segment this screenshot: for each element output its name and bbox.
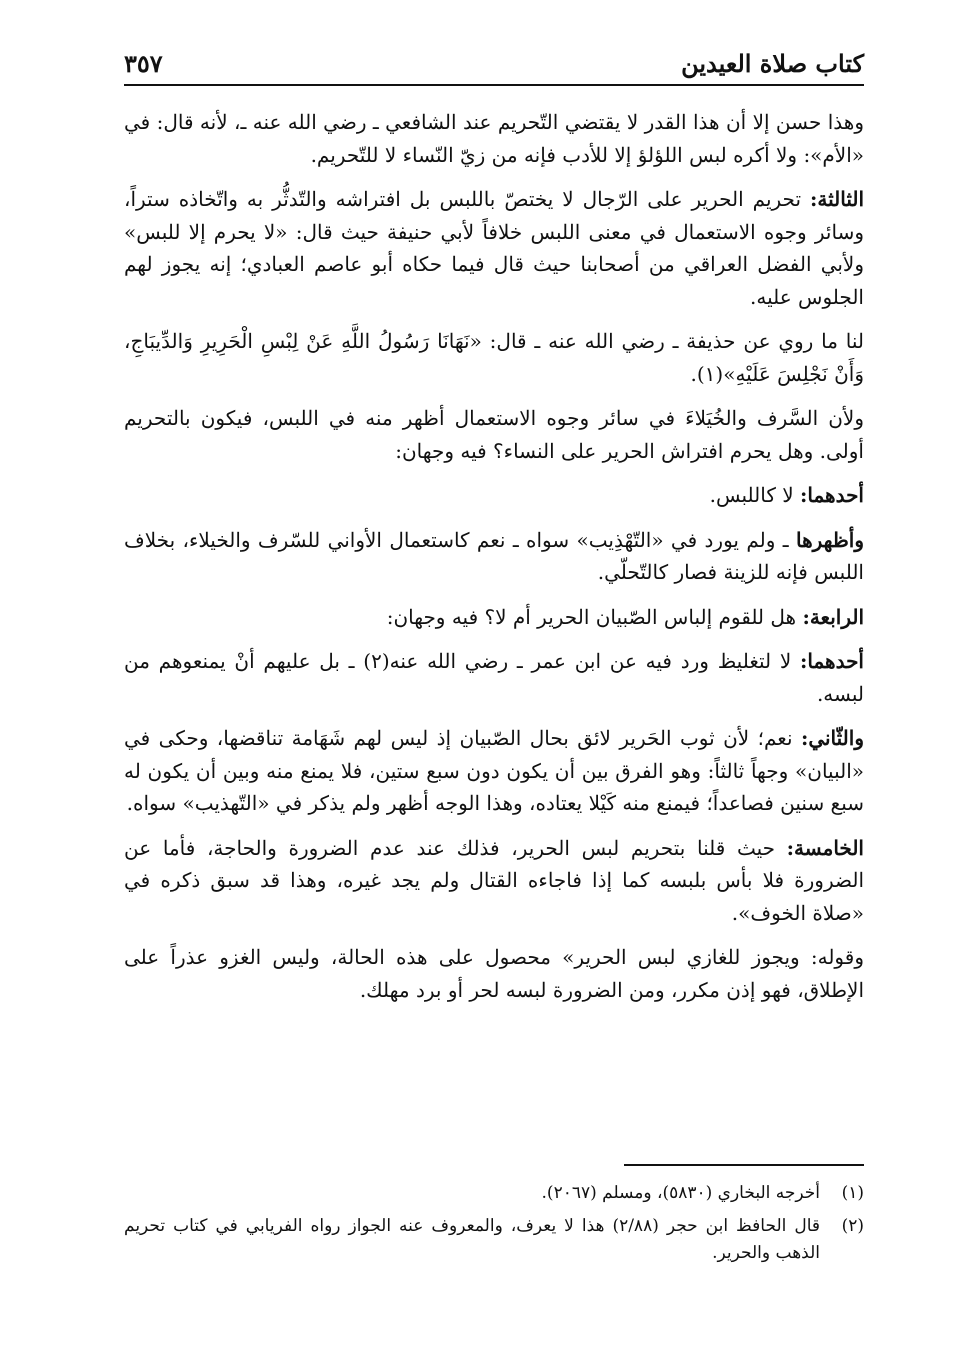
footnote-number: (٢) (841, 1216, 864, 1236)
paragraph-text: نعم؛ لأن ثوب الحَرير لائق بحال الصّبيان إذ ليس لهم شَهَامة تناقضها، وحكى في «البيان» وجهاً ثالثاً: وهو الفرق بين أن يكون دون سبع ستين، فلا يمنع منه وبين أن يكون له سبع سنين فصاعداً؛ فيمنع منه كَيْلا يعتاده، وهذا الوجه أظهر ولم يذكر في «التّهذيب» سواه. (124, 726, 864, 815)
paragraph-text: ولأن السَّرف والخُيَلاءَ في سائر وجوه الاستعمال أظهر منه في اللبس، فيكون بالتحريم أولى. وهل يحرم افتراش الحرير على النساء؟ فيه وجهان: (124, 406, 864, 463)
footnote (124, 1213, 864, 1267)
paragraph (124, 524, 864, 589)
paragraph (124, 645, 864, 710)
paragraph-text: وقوله: ويجوز للغازي لبس الحرير» محصول على هذه الحالة، وليس الغزو عذراً على الإطلاق، فهو إذن مكرر، ومن الضرورة لبسه لحر أو برد مهلك. (124, 945, 864, 1002)
paragraph-text: لا لتغليظ ورد فيه عن ابن عمر ـ رضي الله عنه(٢) ـ بل عليهم أنْ يمنعوهم من لبسه. (124, 649, 864, 706)
paragraph (124, 941, 864, 1006)
paragraph-label: الثالثة: (810, 187, 865, 211)
paragraph (124, 722, 864, 820)
footnote (124, 1180, 864, 1207)
paragraph (124, 479, 864, 512)
footnote-number: (١) (841, 1183, 864, 1203)
main-text (124, 106, 864, 1018)
chapter-title: كتاب صلاة العيدين (681, 49, 864, 78)
running-header (124, 44, 864, 86)
paragraph (124, 832, 864, 930)
footnote-text: قال الحافظ ابن حجر (٢/٨٨) هذا لا يعرف، والمعروف عنه الجواز رواه الفريابي في كتاب تحريم الذهب والحرير. (124, 1216, 820, 1263)
paragraph (124, 106, 864, 171)
paragraph-text: حيث قلنا بتحريم لبس الحرير، فذلك عند عدم الضرورة والحاجة، فأما عن الضرورة فلا بأس بلبسه كما إذا فاجاءه القتال ولم يجد غيره، وهذا قد سبق ذكره في «صلاة الخوف». (124, 835, 864, 925)
paragraph (124, 183, 864, 313)
paragraph (124, 325, 864, 390)
paragraph-text: لا كاللبس. (709, 483, 794, 507)
footnote-divider (624, 1164, 864, 1166)
paragraph-label: الرابعة: (802, 604, 864, 629)
paragraph-text: تحريم الحرير على الرّجال لا يختصّ باللبس بل افتراشه والتّدثُّر به واتّخاذه ستراً، وسائر وجوه الاستعمال في معنى اللبس خلافاً لأبي حنيفة حيث قال: «لا يحرم إلا للبس» ولأبي الفضل العراقي من أصحابنا حيث قال فيما حكاه أبو عاصم العبادي؛ إنه يجوز لهم الجلوس عليه. (124, 187, 864, 309)
paragraph-label: الخامسة: (786, 835, 864, 860)
page-number: ٣٥٧ (124, 49, 163, 78)
paragraph-label: أحدهما: (799, 649, 864, 673)
paragraph-text: لنا ما روي عن حذيفة ـ رضي الله عنه ـ قال: «نَهَانَا رَسُولُ اللَّهِ عَنْ لِبْسِ الْحَرِيرِ وَالدِّيبَاجِ، وَأَنْ نَجْلِسَ عَلَيْهِ»(١). (124, 329, 864, 386)
paragraph-text: وهذا حسن إلا أن هذا القدر لا يقتضي التّحريم عند الشافعي ـ رضي الله عنه ـ، لأنه قال: في «الأم»: ولا أكره لبس اللؤلؤ إلا للأدب فإنه من زيّ النّساء لا للتّحريم. (124, 110, 865, 167)
footnote-text: أخرجه البخاري (٥٨٣٠)، ومسلم (٢٠٦٧). (541, 1183, 820, 1203)
paragraph-text: ـ ولم يورد في «التّهْذِيب» سواه ـ نعم كاستعمال الأواني للسّرف والخيلاء، بخلاف اللبس فإنه للزينة فصار كالتّحلّي. (124, 527, 864, 584)
paragraph-text: هل للقوم إلباس الصّبيان الحرير أم لا؟ فيه وجهان: (386, 604, 797, 629)
paragraph-label: والثّاني: (800, 726, 864, 750)
paragraph-label: أحدهما: (799, 483, 864, 507)
paragraph (124, 601, 864, 634)
paragraph-label: وأظهرها (795, 527, 864, 552)
footnotes (124, 1180, 864, 1273)
paragraph (124, 402, 864, 467)
